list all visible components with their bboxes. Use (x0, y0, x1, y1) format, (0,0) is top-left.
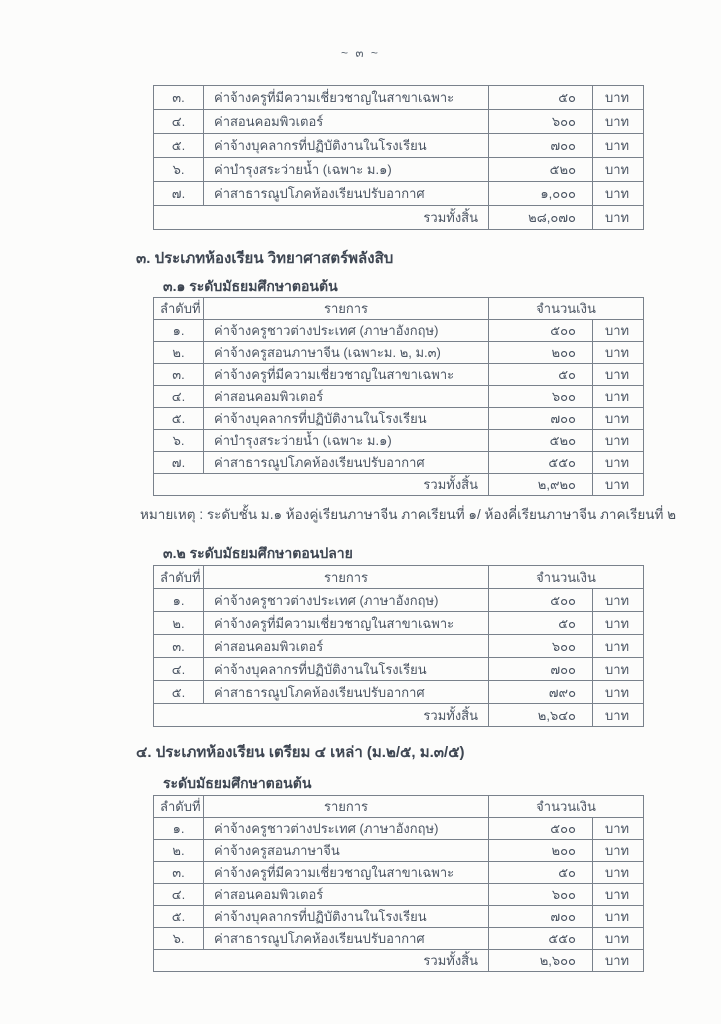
row-item: ค่าสอนคอมพิวเตอร์ (204, 110, 489, 134)
row-number: ๓. (154, 862, 204, 884)
table-row (154, 430, 644, 452)
row-number: ๒. (154, 612, 204, 635)
table-row (154, 134, 644, 158)
row-unit: บาท (593, 86, 644, 110)
section-3-2-subtitle: ๓.๒ ระดับมัธยมศึกษาตอนปลาย (163, 545, 353, 561)
header-amount: จำนวนเงิน (489, 566, 644, 589)
header-amount: จำนวนเงิน (489, 796, 644, 818)
row-item: ค่าจ้างครูที่มีความเชี่ยวชาญในสาขาเฉพาะ (204, 612, 489, 635)
row-number: ๑. (154, 589, 204, 612)
table-row (154, 320, 644, 342)
table-row (154, 840, 644, 862)
table-row (154, 658, 644, 681)
row-amount: ๖๐๐ (489, 635, 593, 658)
row-number: ๖. (154, 158, 204, 182)
row-number: ๗. (154, 182, 204, 206)
row-unit: บาท (593, 612, 644, 635)
total-label: รวมทั้งสิ้น (154, 950, 489, 972)
row-unit: บาท (593, 110, 644, 134)
row-amount: ๑,๐๐๐ (489, 182, 593, 206)
row-number: ๓. (154, 635, 204, 658)
row-amount: ๕๒๐ (489, 430, 593, 452)
table-row (154, 342, 644, 364)
row-item: ค่าจ้างครูชาวต่างประเทศ (ภาษาอังกฤษ) (204, 589, 489, 612)
row-number: ๓. (154, 364, 204, 386)
table-row (154, 86, 644, 110)
header-item: รายการ (204, 298, 489, 320)
row-item: ค่าสอนคอมพิวเตอร์ (204, 884, 489, 906)
table-row (154, 452, 644, 474)
header-no: ลำดับที่ (154, 566, 204, 589)
row-item: ค่าจ้างครูที่มีความเชี่ยวชาญในสาขาเฉพาะ (204, 364, 489, 386)
total-amount: ๒,๙๒๐ (489, 474, 593, 496)
expense-table-3-2 (153, 565, 644, 727)
row-number: ๒. (154, 342, 204, 364)
row-amount: ๒๐๐ (489, 342, 593, 364)
section-3-title: ๓. ประเภทห้องเรียน วิทยาศาสตร์พลังสิบ (136, 250, 394, 267)
row-unit: บาท (593, 158, 644, 182)
total-amount: ๒,๖๐๐ (489, 950, 593, 972)
total-label: รวมทั้งสิ้น (154, 704, 489, 727)
footnote: หมายเหตุ : ระดับชั้น ม.๑ ห้องคู่เรียนภาษาจีน ภาคเรียนที่ ๑/ ห้องคี่เรียนภาษาจีน ภาคเรียนที่ ๒ (140, 507, 677, 522)
row-number: ๔. (154, 110, 204, 134)
table-row (154, 182, 644, 206)
row-amount: ๕๕๐ (489, 928, 593, 950)
row-amount: ๕๐ (489, 364, 593, 386)
row-item: ค่าสอนคอมพิวเตอร์ (204, 635, 489, 658)
expense-table-4 (153, 795, 644, 972)
section-4-title: ๔. ประเภทห้องเรียน เตรียม ๔ เหล่า (ม.๒/๕, ม.๓/๕) (136, 744, 465, 761)
total-amount: ๒,๖๔๐ (489, 704, 593, 727)
row-unit: บาท (593, 681, 644, 704)
row-amount: ๕๐๐ (489, 320, 593, 342)
total-label: รวมทั้งสิ้น (154, 206, 489, 230)
total-row (154, 704, 644, 727)
row-number: ๕. (154, 681, 204, 704)
row-item: ค่าจ้างครูสอนภาษาจีน (204, 840, 489, 862)
header-row (154, 566, 644, 589)
row-number: ๕. (154, 906, 204, 928)
row-unit: บาท (593, 182, 644, 206)
total-row (154, 474, 644, 496)
row-unit: บาท (593, 818, 644, 840)
row-number: ๔. (154, 386, 204, 408)
row-unit: บาท (593, 320, 644, 342)
table-row (154, 364, 644, 386)
row-unit: บาท (593, 884, 644, 906)
table-row (154, 386, 644, 408)
table-row (154, 928, 644, 950)
row-item: ค่าจ้างครูที่มีความเชี่ยวชาญในสาขาเฉพาะ (204, 862, 489, 884)
total-unit: บาท (593, 950, 644, 972)
row-unit: บาท (593, 928, 644, 950)
row-amount: ๗๐๐ (489, 906, 593, 928)
row-amount: ๖๐๐ (489, 110, 593, 134)
row-number: ๒. (154, 840, 204, 862)
table-row (154, 681, 644, 704)
header-item: รายการ (204, 566, 489, 589)
expense-table-continuation (153, 85, 644, 230)
row-item: ค่าสาธารณูปโภคห้องเรียนปรับอากาศ (204, 681, 489, 704)
row-number: ๔. (154, 884, 204, 906)
row-amount: ๒๐๐ (489, 840, 593, 862)
row-unit: บาท (593, 906, 644, 928)
row-number: ๓. (154, 86, 204, 110)
row-unit: บาท (593, 452, 644, 474)
row-amount: ๗๙๐ (489, 681, 593, 704)
row-amount: ๖๐๐ (489, 884, 593, 906)
row-unit: บาท (593, 862, 644, 884)
row-unit: บาท (593, 658, 644, 681)
row-amount: ๕๐ (489, 862, 593, 884)
table-row (154, 110, 644, 134)
table-row (154, 884, 644, 906)
row-unit: บาท (593, 635, 644, 658)
row-number: ๔. (154, 658, 204, 681)
table-row (154, 818, 644, 840)
row-unit: บาท (593, 430, 644, 452)
table-row (154, 906, 644, 928)
row-amount: ๕๕๐ (489, 452, 593, 474)
row-item: ค่าสาธารณูปโภคห้องเรียนปรับอากาศ (204, 928, 489, 950)
row-amount: ๕๐ (489, 612, 593, 635)
total-unit: บาท (593, 474, 644, 496)
section-3-1-subtitle: ๓.๑ ระดับมัธยมศึกษาตอนต้น (163, 278, 338, 294)
row-item: ค่าจ้างครูที่มีความเชี่ยวชาญในสาขาเฉพาะ (204, 86, 489, 110)
total-label: รวมทั้งสิ้น (154, 474, 489, 496)
total-amount: ๒๘,๐๗๐ (489, 206, 593, 230)
row-unit: บาท (593, 408, 644, 430)
page-number: ~ ๓ ~ (341, 46, 380, 60)
row-item: ค่าจ้างบุคลากรที่ปฏิบัติงานในโรงเรียน (204, 658, 489, 681)
header-row (154, 298, 644, 320)
row-item: ค่าสาธารณูปโภคห้องเรียนปรับอากาศ (204, 182, 489, 206)
total-row (154, 950, 644, 972)
row-item: ค่าจ้างครูชาวต่างประเทศ (ภาษาอังกฤษ) (204, 320, 489, 342)
row-amount: ๕๐๐ (489, 589, 593, 612)
row-item: ค่าสอนคอมพิวเตอร์ (204, 386, 489, 408)
table-row (154, 589, 644, 612)
row-item: ค่าสาธารณูปโภคห้องเรียนปรับอากาศ (204, 452, 489, 474)
row-item: ค่าจ้างบุคลากรที่ปฏิบัติงานในโรงเรียน (204, 906, 489, 928)
table-row (154, 612, 644, 635)
table-row (154, 862, 644, 884)
row-unit: บาท (593, 134, 644, 158)
row-item: ค่าบำรุงสระว่ายน้ำ (เฉพาะ ม.๑) (204, 430, 489, 452)
header-item: รายการ (204, 796, 489, 818)
row-number: ๗. (154, 452, 204, 474)
row-unit: บาท (593, 342, 644, 364)
row-number: ๑. (154, 320, 204, 342)
row-unit: บาท (593, 840, 644, 862)
total-unit: บาท (593, 206, 644, 230)
header-amount: จำนวนเงิน (489, 298, 644, 320)
row-amount: ๕๐๐ (489, 818, 593, 840)
table-row (154, 635, 644, 658)
row-item: ค่าบำรุงสระว่ายน้ำ (เฉพาะ ม.๑) (204, 158, 489, 182)
row-number: ๕. (154, 408, 204, 430)
row-item: ค่าจ้างบุคลากรที่ปฏิบัติงานในโรงเรียน (204, 134, 489, 158)
section-4-subtitle: ระดับมัธยมศึกษาตอนต้น (163, 775, 312, 791)
header-row (154, 796, 644, 818)
row-amount: ๗๐๐ (489, 658, 593, 681)
header-no: ลำดับที่ (154, 796, 204, 818)
row-number: ๖. (154, 928, 204, 950)
row-amount: ๕๐ (489, 86, 593, 110)
row-number: ๕. (154, 134, 204, 158)
row-number: ๑. (154, 818, 204, 840)
header-no: ลำดับที่ (154, 298, 204, 320)
row-item: ค่าจ้างครูสอนภาษาจีน (เฉพาะม. ๒, ม.๓) (204, 342, 489, 364)
row-unit: บาท (593, 386, 644, 408)
total-row (154, 206, 644, 230)
row-amount: ๕๒๐ (489, 158, 593, 182)
table-row (154, 408, 644, 430)
row-amount: ๖๐๐ (489, 386, 593, 408)
table-row (154, 158, 644, 182)
row-unit: บาท (593, 589, 644, 612)
total-unit: บาท (593, 704, 644, 727)
row-amount: ๗๐๐ (489, 134, 593, 158)
row-number: ๖. (154, 430, 204, 452)
row-item: ค่าจ้างครูชาวต่างประเทศ (ภาษาอังกฤษ) (204, 818, 489, 840)
row-item: ค่าจ้างบุคลากรที่ปฏิบัติงานในโรงเรียน (204, 408, 489, 430)
row-unit: บาท (593, 364, 644, 386)
expense-table-3-1 (153, 297, 644, 496)
row-amount: ๗๐๐ (489, 408, 593, 430)
